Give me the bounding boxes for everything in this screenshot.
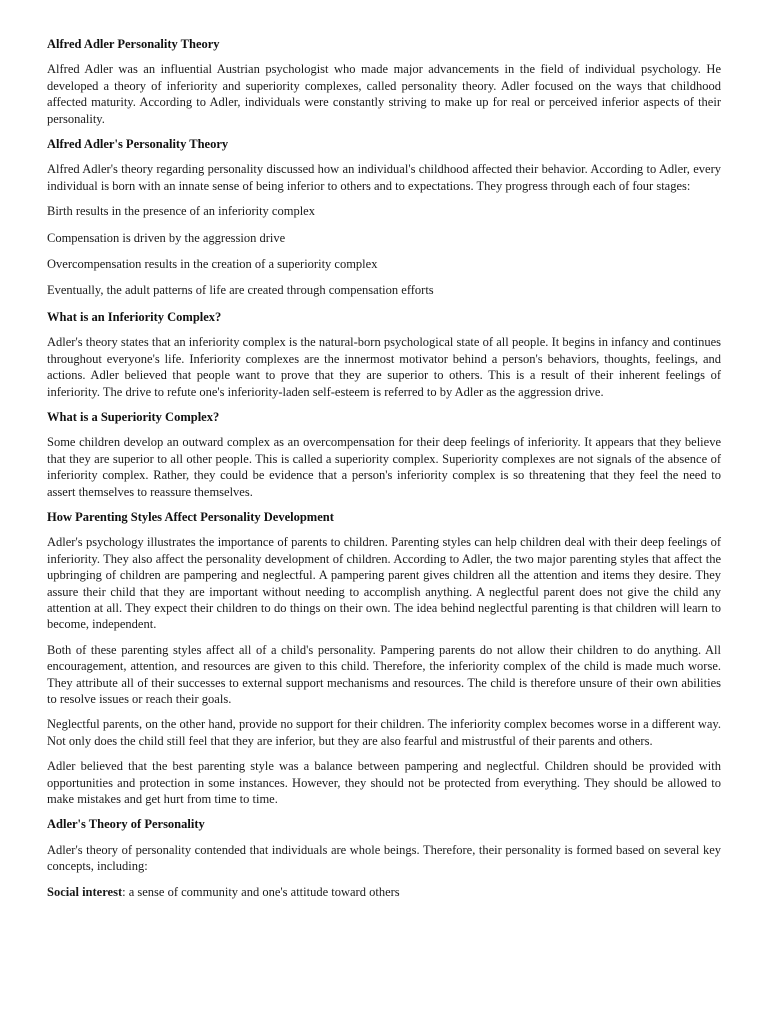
concept-definition: : a sense of community and one's attitude toward others xyxy=(122,884,400,899)
section-heading: Adler's Theory of Personality xyxy=(47,817,205,832)
paragraph: Alfred Adler's theory regarding personality discussed how an individual's childhood affected their behavior. According to Adler, every individual is born with an innate sense of being inferior to others and to expectations. They progress through each of four stages: xyxy=(47,162,721,193)
paragraph: Adler believed that the best parenting style was a balance between pampering and neglectful. Children should be provided with opportunities and protection in some instances. However, they should not be protected from everything. They should be allowed to make mistakes and get hurt from time to time. xyxy=(47,759,721,807)
stage-item: Overcompensation results in the creation of a superiority complex xyxy=(47,257,378,272)
section-heading: Alfred Adler's Personality Theory xyxy=(47,137,229,152)
paragraph: Adler's psychology illustrates the importance of parents to children. Parenting styles can help children deal with their deep feelings of inferiority. They also affect the personality development of children. According to Adler, the two major parenting styles that affect the upbringing of children are pampering and neglectful. A pampering parent gives children all the attention and items they desire. They assure their child that they are important without needing to accomplish anything. A neglectful parent does not give the child any attention at all. They expect their children to do things on their own. The idea behind neglectful parenting is that children will learn to become, independent. xyxy=(47,535,721,632)
paragraph: Adler's theory states that an inferiority complex is the natural-born psychological state of all people. It begins in infancy and continues throughout everyone's life. Inferiority complexes are the innermost motivator behind a person's behaviors, thoughts, feelings, and actions. Adler believed that people want to prove that they are superior to others. This is a result of their inherent feelings of inferiority. The drive to refute one's inferiority-laden self-esteem is referred to by Adler as the aggression drive. xyxy=(47,335,721,399)
section-heading: What is an Inferiority Complex? xyxy=(47,309,222,324)
concept-term: Social interest xyxy=(47,884,123,899)
paragraph: Neglectful parents, on the other hand, provide no support for their children. The inferiority complex becomes worse in a different way. Not only does the child still feel that they are inferior, but they are also fearful and mistrustful of their parents and others. xyxy=(47,717,721,748)
concept-item xyxy=(47,884,721,900)
stage-item: Compensation is driven by the aggression drive xyxy=(47,230,286,245)
paragraph: Alfred Adler was an influential Austrian psychologist who made major advancements in the field of individual psychology. He developed a theory of inferiority and superiority complexes, called personality theory. Adler focused on the ways that childhood affected maturity. According to Adler, individuals were constantly striving to make up for real or perceived inferior aspects of their personality. xyxy=(47,62,721,126)
stage-item: Eventually, the adult patterns of life are created through compensation efforts xyxy=(47,283,434,298)
paragraph: Both of these parenting styles affect all of a child's personality. Pampering parents do not allow their children to do anything. All encouragement, attention, and resources are given to this child. Therefore, the inferiority complex of the child is made much worse. They attribute all of their successes to external support mechanisms and resources. The child is therefore unsure of their own abilities to resolve issues or reach their goals. xyxy=(47,642,721,706)
section-heading: How Parenting Styles Affect Personality Development xyxy=(47,509,334,524)
document-page xyxy=(47,36,721,910)
section-heading: What is a Superiority Complex? xyxy=(47,409,220,424)
paragraph: Some children develop an outward complex as an overcompensation for their deep feelings of inferiority. It appears that they believe that they are superior to all other people. This is called a superiority complex. Superiority complexes are not signals of the absence of inferiority complex. Rather, they could be evidence that a person's inferiority complex is so threatening that they feel the need to assert themselves to reassure themselves. xyxy=(47,435,721,499)
section-heading: Alfred Adler Personality Theory xyxy=(47,37,220,51)
stage-item: Birth results in the presence of an inferiority complex xyxy=(47,204,315,219)
paragraph: Adler's theory of personality contended that individuals are whole beings. Therefore, their personality is formed based on several key concepts, including: xyxy=(47,842,721,874)
